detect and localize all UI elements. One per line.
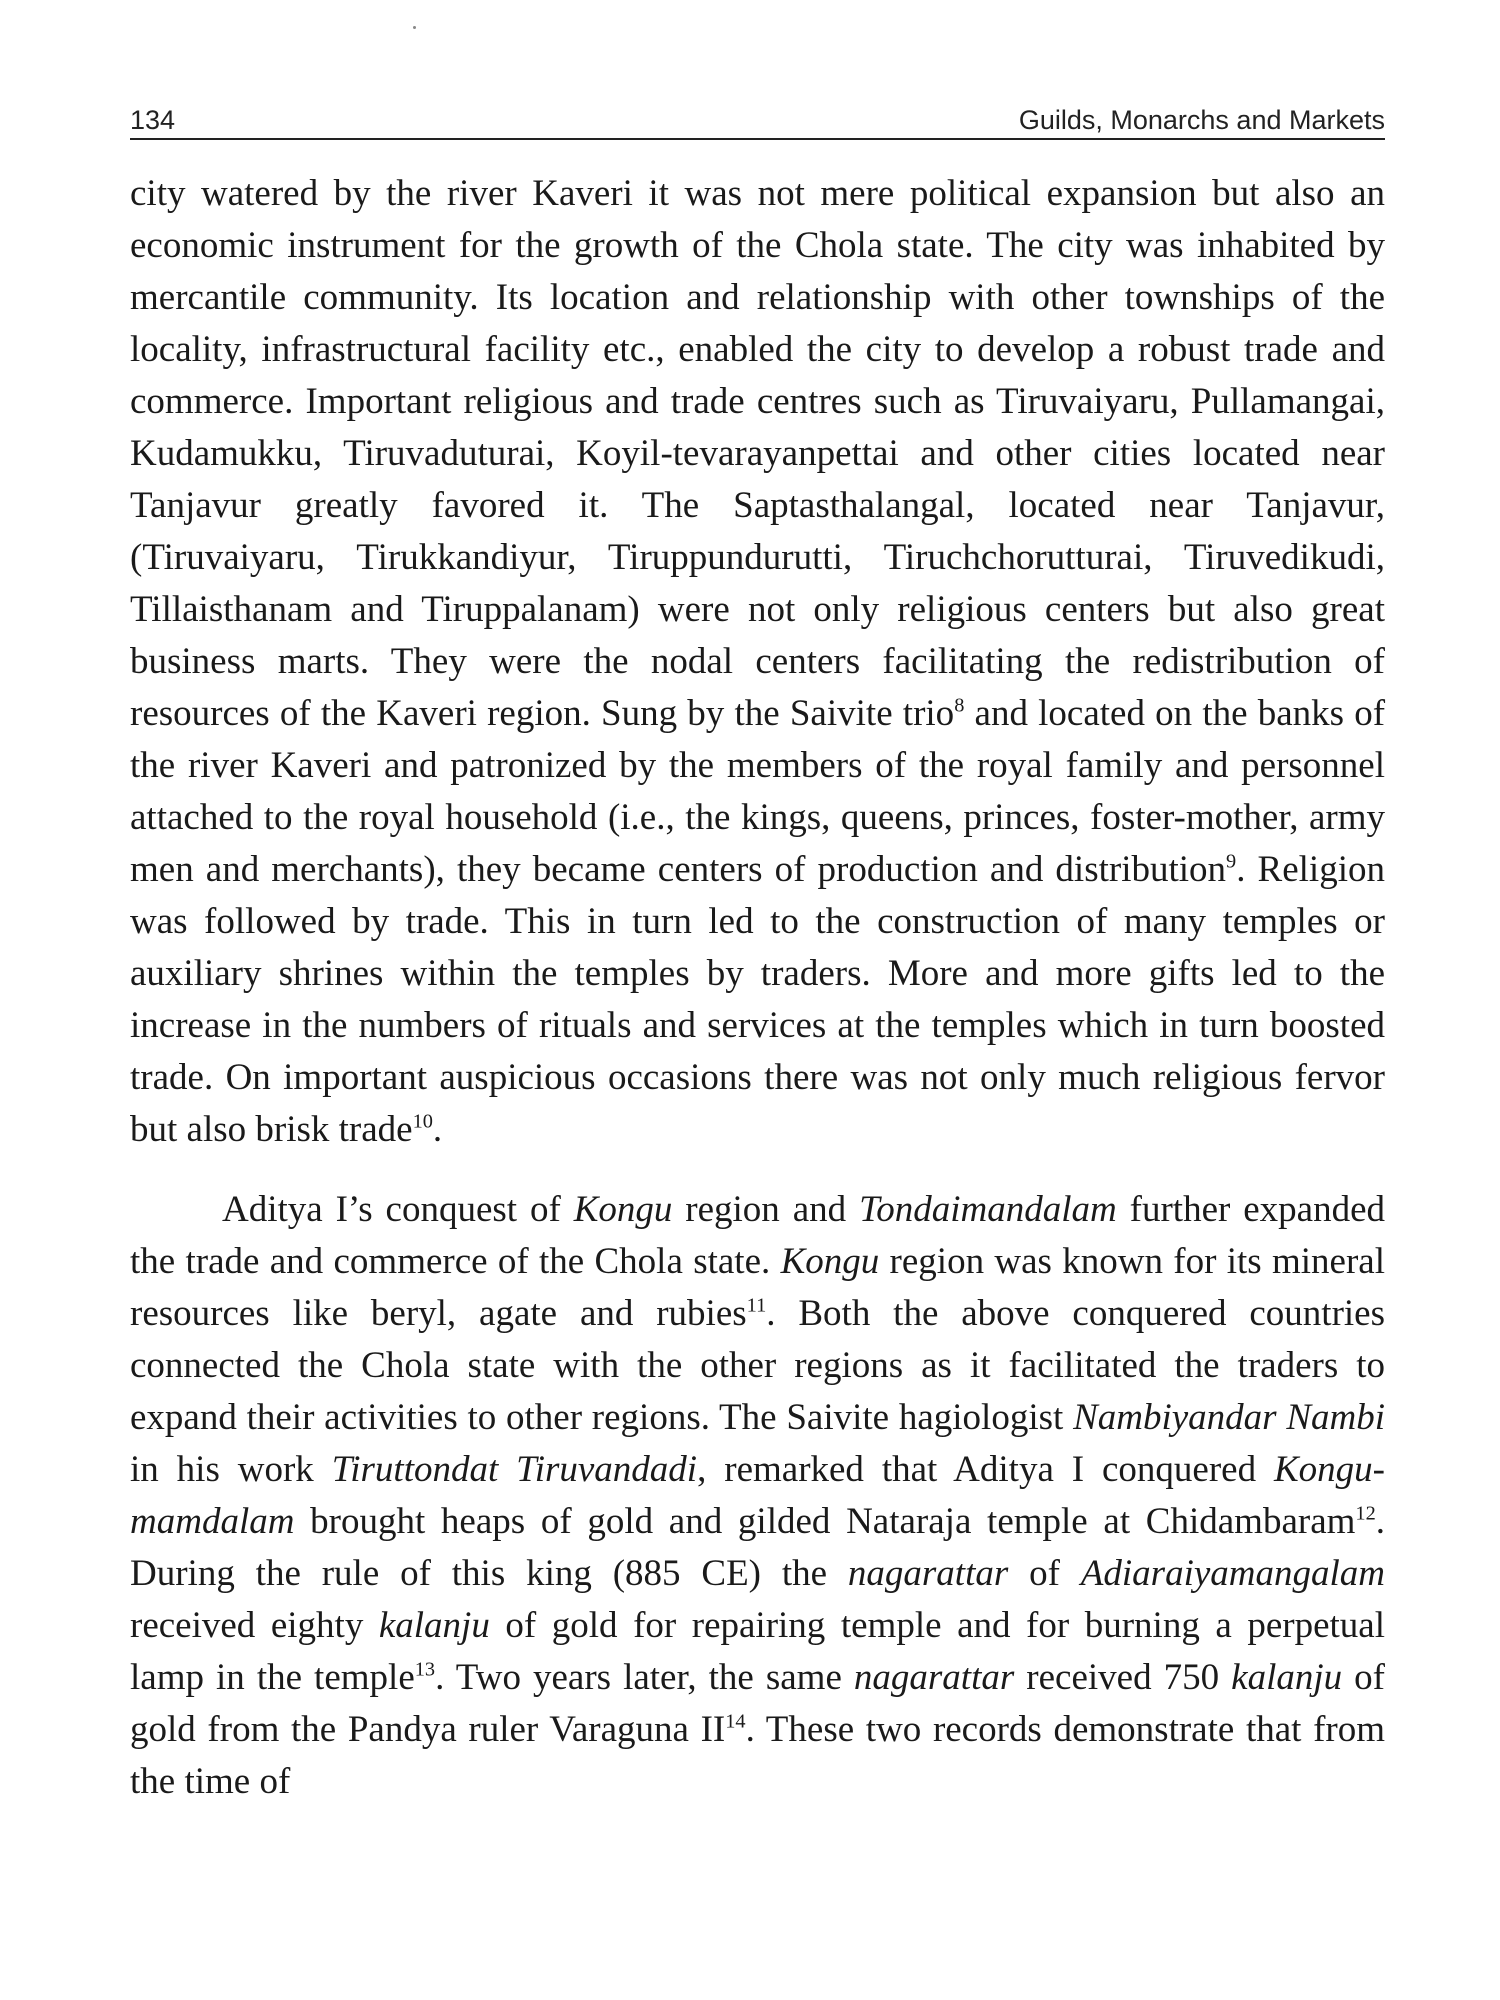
body-text [130,168,1385,1808]
book-title: Guilds, Monarchs and Markets [1018,105,1385,135]
header-rule [130,138,1385,140]
paragraph: Aditya I’s conquest of Kongu region and Tondaimandalam further expanded the trade and commerce of the Chola state. Kongu region was known for its mineral resources like beryl, agate and rubies$^{11}$. Both the above conquered countries connected the Chola state with the other regions as it facilitated the traders to expand their activities to other regions. The Saivite hagiologist Nambiyandar Nambi in his work Tiruttondat Tiruvandadi, remarked that Aditya I conquered Kongu-mamdalam brought heaps of gold and gilded Nataraja temple at Chidambaram$^{12}$. During the rule of this king (885 CE) the nagarattar of Adiaraiyamangalam received eighty kalanju of gold for repairing temple and for burning a perpetual lamp in the temple$^{13}$. Two years later, the same nagarattar received 750 kalanju of gold from the Pandya ruler Varaguna II$^{14}$. These two records demonstrate that from the time of [130,1189,1386,1802]
scan-speck [413,26,416,29]
running-head [130,96,1385,136]
page-number: 134 [130,105,176,135]
paragraph: city watered by the river Kaveri it was not mere political expansion but also an economic instrument for the growth of the Chola state. The city was inhabited by mercantile community. Its location and relationship with other townships of the locality, infrastructural facility etc., enabled the city to develop a robust trade and commerce. Important religious and trade centres such as Tiruvaiyaru, Pullamangai, Kudamukku, Tiruvaduturai, Koyil-tevarayanpettai and other cities located near Tanjavur greatly favored it. The Saptasthalangal, located near Tanjavur, (Tiruvaiyaru, Tirukkandiyur, Tiruppundurutti, Tiruchchorutturai, Tiruvedikudi, Tillaisthanam and Tiruppalanam) were not only religious centers but also great business marts. They were the nodal centers facilitating the redistribution of resources of the Kaveri region. Sung by the Saivite trio$^8$ and located on the banks of the river Kaveri and patronized by the members of the royal family and personnel attached to the royal household (i.e., the kings, queens, princes, foster-mother, army men and merchants), they became centers of production and distribution$^9$. Religion was followed by trade. This in turn led to the construction of many temples or auxiliary shrines within the temples by traders. More and more gifts led to the increase in the numbers of rituals and services at the temples which in turn boosted trade. On important auspicious occasions there was not only much religious fervor but also brisk trade$^{10}$. [130,173,1386,1150]
